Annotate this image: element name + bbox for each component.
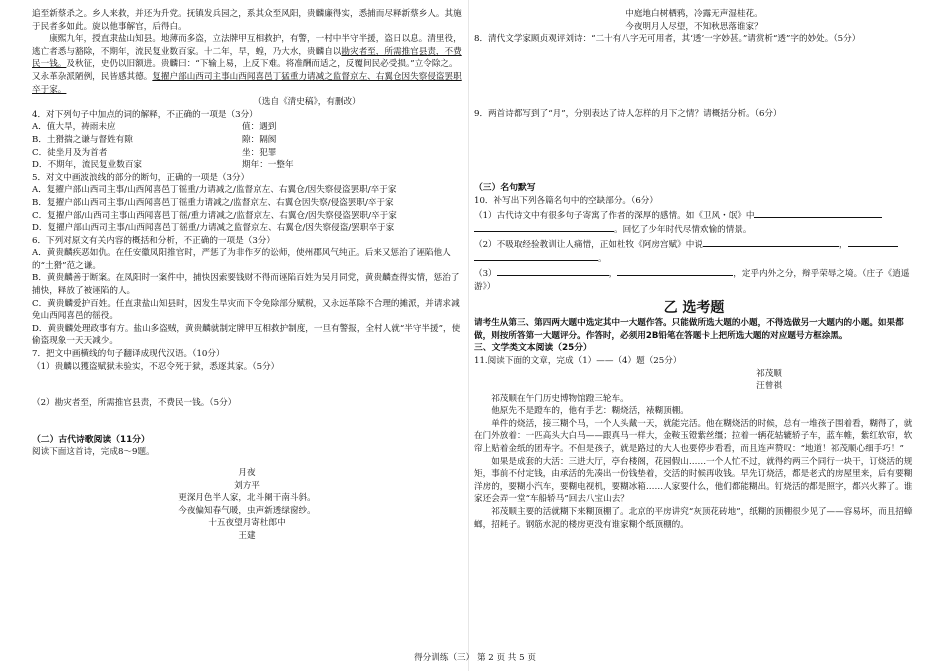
passage-source: （选自《清史稿》，有删改） (253, 97, 361, 108)
section-3b-heading: 三、文学类文本阅读（25分） (474, 343, 592, 354)
q5-option-b: B．复擢户部山西司主事/山西闻喜邑丁徭重力请减之/监督京左、右翼仓因失察/侵盗罢职/卒于家 (32, 197, 394, 208)
story-title: 祁茂顺 (756, 368, 782, 379)
q7-part-1: （1）贵麟以獲盗赋狱未验实，不忍令死于狱，悉逐其家。（5分） (32, 361, 280, 372)
section-2-heading: （二）古代诗歌阅读（11分） (32, 434, 150, 445)
question-10: 10．补写出下列各篇名句中的空缺部分。（6分） (474, 195, 658, 206)
poem-1-title: 月夜 (238, 468, 256, 478)
question-11: 11.阅读下面的文章，完成（1）——（4）题（25分） (474, 355, 682, 366)
question-7: 7．把文中画横线的句子翻译成现代汉语。（10分） (32, 349, 225, 360)
poem-2-title: 十五夜望月寄杜郎中 (208, 518, 286, 529)
blank-line[interactable] (754, 208, 882, 218)
poem-1-line-1: 更深月色半人家，北斗阑干南斗斜。 (178, 493, 316, 504)
poem-2-line-1: 中庭地白树栖鸦，冷露无声湿桂花。 (625, 9, 763, 19)
q6-option-c: C．黄贵麟爱护百姓。任直隶盐山知县时，因发生旱灾而下令免除部分赋税，又永远革除不合理的摊派，并请求减免山西闻喜邑的徭役。 (32, 298, 460, 322)
question-5: 5．对文中画波浪线的部分的断句，正确的一项是（3分） (32, 172, 250, 183)
poem-2-line-2: 今夜明月人尽望，不知秋思落谁家？ (625, 21, 763, 32)
q6-option-a: A．黄贵麟疾恶如仇。在任安徽凤阳推官时，严惩了为非作歹的讼师，使州郡风气纯正。后来又惩治了诬陷他人的“土猾”范之谦。 (32, 248, 451, 271)
q4-option-a: A．值大旱，祷雨未应 值：遇到 (32, 122, 277, 133)
section-3-heading: （三）名句默写 (474, 183, 536, 194)
blank-line[interactable] (474, 222, 614, 232)
story-paragraph-2: 他原先不是蹬车的，他有手艺：糊烧活，裱糊顶棚。 (491, 406, 689, 417)
part-b-title: 乙 选考题 (663, 300, 725, 317)
answer-space (474, 46, 914, 108)
q6-option-b: B．黄贵麟善于断案。在凤阳时一案件中，捕快因索要钱财不得而诬陷百姓为吴月同党，黄贵麟查得实情，惩治了捕快，释放了被诬陷的人。 (32, 273, 460, 297)
passage-paragraph-1: 追至新蔡杀之。乡人来救，并还为升党。抚镇发兵园之，系其众至风阳，贵麟廉得实，悉捕而尽释新蔡乡人。其施于民者多如此。旋以他事解官，后得白。 (32, 9, 462, 32)
story-paragraph-1: 祁茂顺在午门历史博物馆蹬三轮车。 (491, 393, 629, 404)
answer-space (474, 120, 914, 182)
q10-part-2: （2）不吸取经验教训让人痛惜，正如杜牧《阿房宫赋》中说 ， (474, 237, 914, 252)
q10-part-2-cont: 。 (474, 251, 914, 266)
q4-option-d: D．不期年，流民复业数百家 期年：一整年 (32, 160, 294, 171)
section-2-intro: 阅读下面这首诗，完成8～9题。 (32, 447, 155, 458)
q7-part-2: （2）勘灾者至，所需推官县责，不费民一钱。（5分） (32, 398, 237, 409)
blank-line[interactable] (474, 251, 598, 261)
question-4-options (32, 121, 462, 171)
q5-option-a: A．复擢户部山西司主事/山西闻喜邑丁徭重/力请减之/监督京左、右翼仓/因失察侵盗罢职/卒于家 (32, 185, 397, 196)
question-8: 8．清代文学家顾贞观评刘诗：“二十有八字无可用者，其‘透’一字妙甚。”请赏析“透”字的妙处。（5分） (474, 34, 861, 45)
q4-option-c: C．徒坐月及为首者 坐：犯罪 (32, 147, 277, 158)
q5-option-c: C．复擢户部/山西司主事山西闻喜邑丁徭/重力请减之/监督京左、右翼仓/因失察侵盗罢职/卒于家 (32, 210, 397, 221)
story-paragraph-3: 单件的烧活，接三糊个马，一个人头戴一天，就能完活。他在糊烧活的时候，总有一堆孩子围着看，糊得了，就在门外放着：一匹高头大白马——跟真马一样大，金鞍玉镫紫丝缰；拉着一辆花轱辘轿子车，蓝车帷，紫红软帘，软帘上贴着金纸的团寿字。不但是孩子，就是路过的大人也要停步看看，而且连声赞叹：“地道！祁茂顺心细手巧！” (474, 418, 913, 455)
blank-line[interactable] (617, 266, 733, 276)
poem-2-author: 王建 (238, 530, 256, 541)
q10-part-3: （3） ， ，定乎内外之分，辩乎荣辱之境。（庄子《逍遥游》） (474, 266, 914, 293)
question-9: 9．两首诗都写到了“月”，分别表达了诗人怎样的月下之情？请概括分析。（6分） (474, 108, 782, 119)
blank-line[interactable] (497, 266, 609, 276)
right-column (474, 8, 914, 531)
left-column (32, 8, 462, 543)
blank-line[interactable] (848, 237, 898, 247)
underlined-sentence-1: 勘灾者至，所需推官县责，不费民一钱。 (32, 46, 462, 70)
answer-space (32, 410, 462, 434)
story-author: 汪曾祺 (756, 381, 782, 392)
q10-part-1: （1）古代诗文中有很多句子寄寓了作者的深厚的感情。如《卫风・氓》中 (474, 208, 914, 223)
q5-option-d: D．复擢户部山西司主事/山西闻喜邑丁徭重/力请减之监督京左、右翼仓/因失察侵盗/罢职卒于家 (32, 223, 395, 234)
q4-option-b: B．土猾揣之谦与督姓有隙 隙：隔阂 (32, 134, 277, 145)
page-footer: 得分训练（三） 第 2 页 共 5 页 (414, 653, 536, 663)
answer-space (32, 373, 462, 397)
story-paragraph-5: 祁茂顺主要的活就糊下来糊顶棚了。北京的平房讲究“灰顶花砖地”，纸糊的顶棚很少见了——容易坏，而且招蟑螂，招耗子。钢筋水泥的楼房更没有谁家糊个纸顶棚的。 (474, 507, 913, 530)
poem-1-author: 刘方平 (234, 480, 260, 491)
passage-paragraph-2: 康熙九年，授直隶盐山知县。地薄而多盗，立法牌甲互相救护，有警，一村中半守半援，盗日以息。清里役，逃亡者悉与豁除，不期年，流民复业数百家。十二年，早，蝗，乃大水，贵麟自以勘灾者至，所需推官县责，不费民一钱。及秋征，史仍以旧额进。贵麟曰：“下输上易，上反下难。将准酬而适之，反覆间民必受损。”立令除之。又永革杂派陋例，民皆感其德。复擢户部山西司主事山西闻喜邑丁猛重力请减之监督京左、右翼仓因失察侵盗罢职卒于家。 (32, 34, 462, 95)
part-b-instructions: 请考生从第三、第四两大题中选定其中一大题作答。只能做所选大题的小题，不得选做另一大题内的小题。如果都做，则按所答第一大题评分。作答时，必须用2B铅笔在答题卡上把所选大题的对应题号方框涂黑。 (474, 318, 904, 341)
question-4: 4．对下列句子中加点的词的解释，不正确的一项是（3分） (32, 109, 258, 120)
poem-1-line-2: 今夜偏知春气暖，虫声新透绿窗纱。 (178, 505, 316, 516)
blank-line[interactable] (703, 237, 839, 247)
q10-part-1-cont: 。回忆了少年时代尽情欢愉的情景。 (474, 222, 914, 237)
story-paragraph-4: 如果是成套的大活：三进大厅，亭台楼阁，花园假山……一个人忙不过，就得约两三个同行一块干，订烧活的规矩，事前不付定钱，由承活的先凑出一份钱垫着，交活的时候再收钱。早先订烧活，都是老式的房屋里来，后有要糊洋房的，要糊小汽车，要糊电视机，要糊冰箱……人家要什么，他们都能糊出。钉烧活的都是照字，都兴火葬了。谁家还会弄一堂“车船轿马”回去八宝山去？ (474, 456, 913, 505)
wavy-sentence: 复擢户部山西司主事山西闻喜邑丁猛重力请减之监督京左、右翼仓因失察侵盗罢职卒于家。 (32, 71, 462, 95)
page-fold-divider (468, 0, 469, 671)
question-6: 6．下列对原文有关内容的概括和分析，不正确的一项是（3分） (32, 235, 275, 246)
q6-option-d: D．黄贵麟处理政事有方。盐山多盗贼，黄贵麟就制定牌甲互相救护制度，一旦有警报，全村人就“半守半援”，使偷盗现象一天天减少。 (32, 323, 461, 347)
